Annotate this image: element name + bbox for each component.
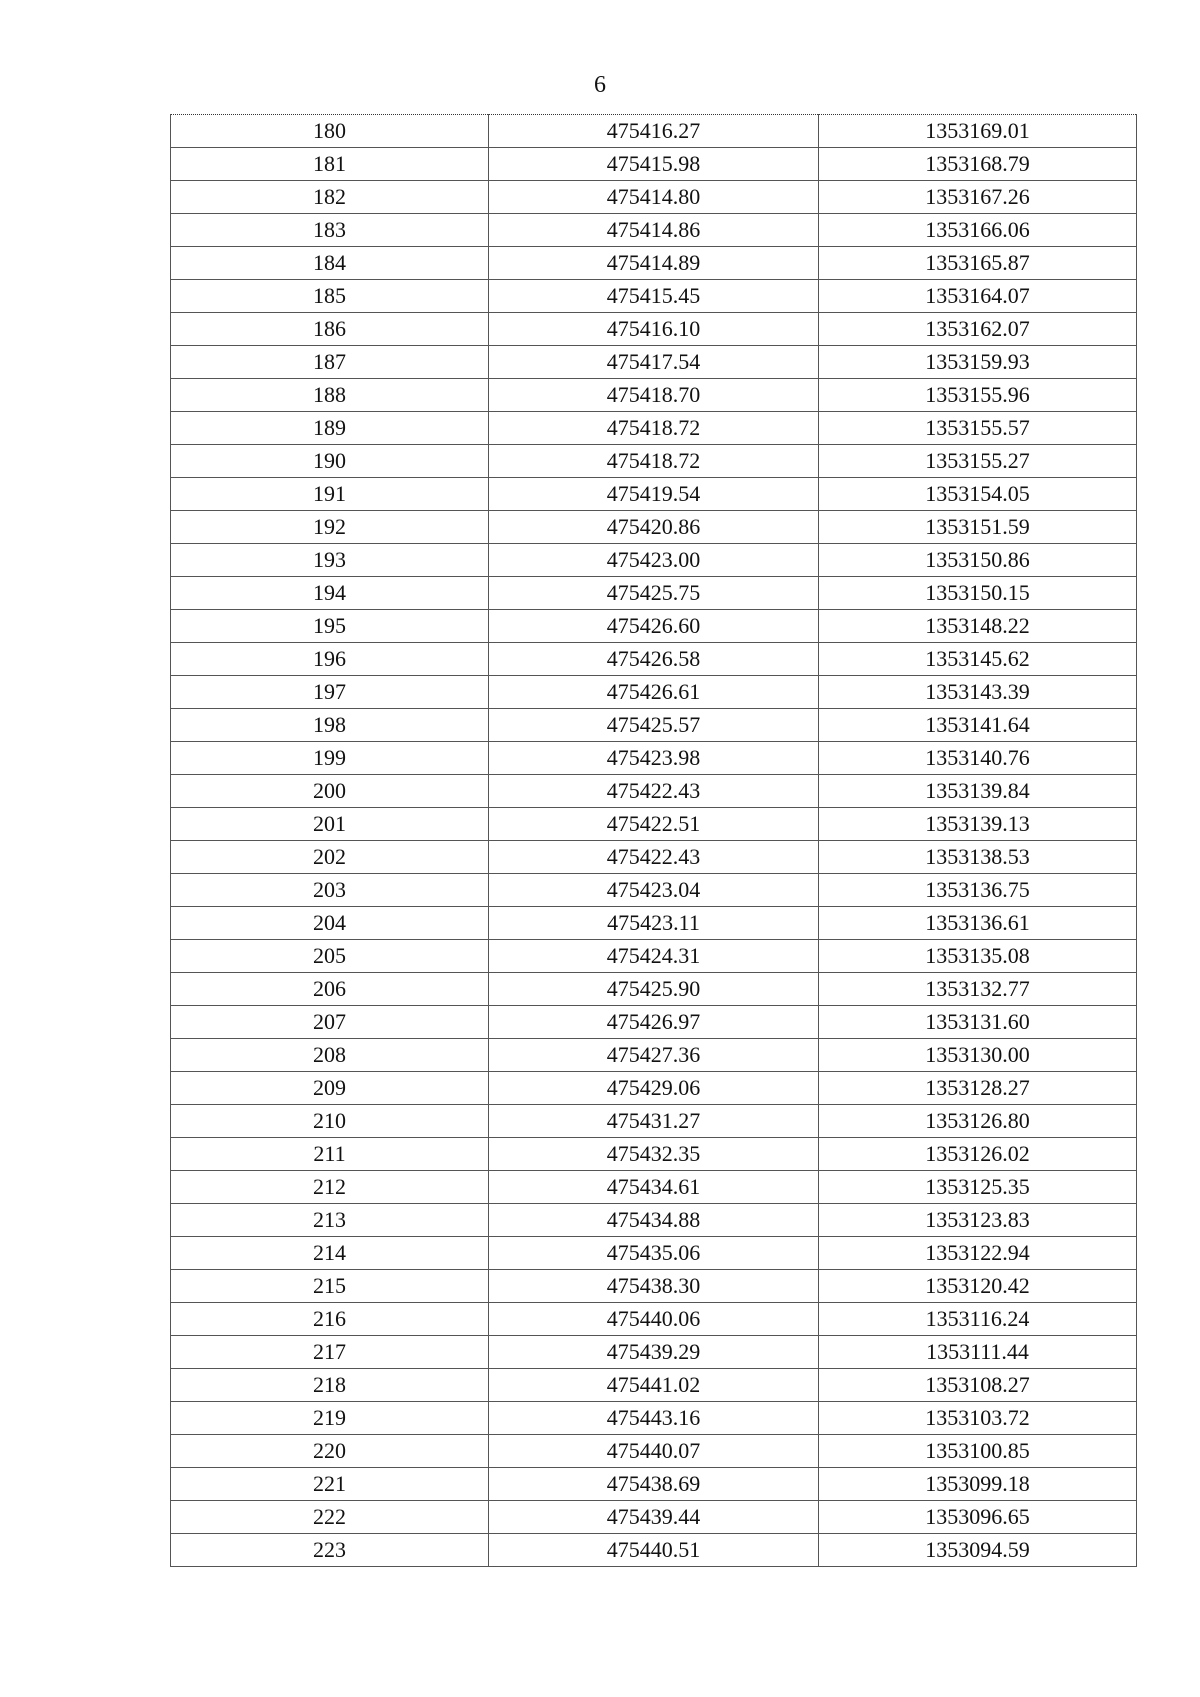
x-coordinate-cell: 475431.27 bbox=[489, 1105, 819, 1138]
table-row bbox=[171, 973, 1137, 1006]
point-number-cell: 213 bbox=[171, 1204, 489, 1237]
point-number-cell: 209 bbox=[171, 1072, 489, 1105]
x-coordinate-cell: 475417.54 bbox=[489, 346, 819, 379]
y-coordinate-cell: 1353108.27 bbox=[819, 1369, 1137, 1402]
table-row bbox=[171, 1138, 1137, 1171]
y-coordinate-cell: 1353168.79 bbox=[819, 148, 1137, 181]
x-coordinate-cell: 475434.61 bbox=[489, 1171, 819, 1204]
point-number-cell: 195 bbox=[171, 610, 489, 643]
point-number-cell: 181 bbox=[171, 148, 489, 181]
table-row bbox=[171, 775, 1137, 808]
table-row bbox=[171, 544, 1137, 577]
y-coordinate-cell: 1353116.24 bbox=[819, 1303, 1137, 1336]
y-coordinate-cell: 1353154.05 bbox=[819, 478, 1137, 511]
point-number-cell: 202 bbox=[171, 841, 489, 874]
point-number-cell: 211 bbox=[171, 1138, 489, 1171]
y-coordinate-cell: 1353103.72 bbox=[819, 1402, 1137, 1435]
x-coordinate-cell: 475429.06 bbox=[489, 1072, 819, 1105]
table-row bbox=[171, 577, 1137, 610]
y-coordinate-cell: 1353155.96 bbox=[819, 379, 1137, 412]
y-coordinate-cell: 1353131.60 bbox=[819, 1006, 1137, 1039]
table-row bbox=[171, 610, 1137, 643]
y-coordinate-cell: 1353151.59 bbox=[819, 511, 1137, 544]
point-number-cell: 191 bbox=[171, 478, 489, 511]
table-row bbox=[171, 511, 1137, 544]
table-row bbox=[171, 115, 1137, 148]
x-coordinate-cell: 475424.31 bbox=[489, 940, 819, 973]
point-number-cell: 184 bbox=[171, 247, 489, 280]
x-coordinate-cell: 475434.88 bbox=[489, 1204, 819, 1237]
table-row bbox=[171, 940, 1137, 973]
x-coordinate-cell: 475419.54 bbox=[489, 478, 819, 511]
x-coordinate-cell: 475432.35 bbox=[489, 1138, 819, 1171]
y-coordinate-cell: 1353123.83 bbox=[819, 1204, 1137, 1237]
y-coordinate-cell: 1353111.44 bbox=[819, 1336, 1137, 1369]
point-number-cell: 215 bbox=[171, 1270, 489, 1303]
y-coordinate-cell: 1353136.61 bbox=[819, 907, 1137, 940]
y-coordinate-cell: 1353148.22 bbox=[819, 610, 1137, 643]
point-number-cell: 219 bbox=[171, 1402, 489, 1435]
point-number-cell: 214 bbox=[171, 1237, 489, 1270]
point-number-cell: 198 bbox=[171, 709, 489, 742]
y-coordinate-cell: 1353130.00 bbox=[819, 1039, 1137, 1072]
point-number-cell: 212 bbox=[171, 1171, 489, 1204]
table-row bbox=[171, 841, 1137, 874]
point-number-cell: 193 bbox=[171, 544, 489, 577]
table-row bbox=[171, 1468, 1137, 1501]
point-number-cell: 217 bbox=[171, 1336, 489, 1369]
table-row bbox=[171, 676, 1137, 709]
page-number: 6 bbox=[594, 72, 606, 98]
table-row bbox=[171, 148, 1137, 181]
point-number-cell: 180 bbox=[171, 115, 489, 148]
table-row bbox=[171, 1501, 1137, 1534]
x-coordinate-cell: 475414.80 bbox=[489, 181, 819, 214]
y-coordinate-cell: 1353145.62 bbox=[819, 643, 1137, 676]
x-coordinate-cell: 475414.86 bbox=[489, 214, 819, 247]
y-coordinate-cell: 1353139.13 bbox=[819, 808, 1137, 841]
table-row bbox=[171, 181, 1137, 214]
x-coordinate-cell: 475439.44 bbox=[489, 1501, 819, 1534]
x-coordinate-cell: 475422.51 bbox=[489, 808, 819, 841]
table-row bbox=[171, 379, 1137, 412]
x-coordinate-cell: 475438.69 bbox=[489, 1468, 819, 1501]
coordinates-table bbox=[170, 114, 1137, 1567]
y-coordinate-cell: 1353165.87 bbox=[819, 247, 1137, 280]
y-coordinate-cell: 1353135.08 bbox=[819, 940, 1137, 973]
table-row bbox=[171, 808, 1137, 841]
table-row bbox=[171, 1336, 1137, 1369]
point-number-cell: 203 bbox=[171, 874, 489, 907]
table-row bbox=[171, 1402, 1137, 1435]
x-coordinate-cell: 475440.06 bbox=[489, 1303, 819, 1336]
point-number-cell: 222 bbox=[171, 1501, 489, 1534]
x-coordinate-cell: 475426.58 bbox=[489, 643, 819, 676]
point-number-cell: 190 bbox=[171, 445, 489, 478]
point-number-cell: 218 bbox=[171, 1369, 489, 1402]
point-number-cell: 208 bbox=[171, 1039, 489, 1072]
x-coordinate-cell: 475440.07 bbox=[489, 1435, 819, 1468]
point-number-cell: 221 bbox=[171, 1468, 489, 1501]
y-coordinate-cell: 1353125.35 bbox=[819, 1171, 1137, 1204]
x-coordinate-cell: 475425.75 bbox=[489, 577, 819, 610]
y-coordinate-cell: 1353126.80 bbox=[819, 1105, 1137, 1138]
coordinates-table-body bbox=[171, 115, 1137, 1567]
y-coordinate-cell: 1353166.06 bbox=[819, 214, 1137, 247]
y-coordinate-cell: 1353162.07 bbox=[819, 313, 1137, 346]
point-number-cell: 216 bbox=[171, 1303, 489, 1336]
table-row bbox=[171, 1072, 1137, 1105]
table-row bbox=[171, 643, 1137, 676]
x-coordinate-cell: 475423.04 bbox=[489, 874, 819, 907]
table-row bbox=[171, 247, 1137, 280]
table-row bbox=[171, 214, 1137, 247]
y-coordinate-cell: 1353099.18 bbox=[819, 1468, 1137, 1501]
table-row bbox=[171, 1435, 1137, 1468]
point-number-cell: 197 bbox=[171, 676, 489, 709]
y-coordinate-cell: 1353100.85 bbox=[819, 1435, 1137, 1468]
table-row bbox=[171, 1039, 1137, 1072]
x-coordinate-cell: 475418.72 bbox=[489, 412, 819, 445]
table-row bbox=[171, 412, 1137, 445]
x-coordinate-cell: 475420.86 bbox=[489, 511, 819, 544]
y-coordinate-cell: 1353143.39 bbox=[819, 676, 1137, 709]
y-coordinate-cell: 1353126.02 bbox=[819, 1138, 1137, 1171]
point-number-cell: 192 bbox=[171, 511, 489, 544]
y-coordinate-cell: 1353138.53 bbox=[819, 841, 1137, 874]
x-coordinate-cell: 475423.98 bbox=[489, 742, 819, 775]
y-coordinate-cell: 1353159.93 bbox=[819, 346, 1137, 379]
table-row bbox=[171, 313, 1137, 346]
point-number-cell: 189 bbox=[171, 412, 489, 445]
x-coordinate-cell: 475416.10 bbox=[489, 313, 819, 346]
table-row bbox=[171, 907, 1137, 940]
x-coordinate-cell: 475418.72 bbox=[489, 445, 819, 478]
x-coordinate-cell: 475426.60 bbox=[489, 610, 819, 643]
table-row bbox=[171, 346, 1137, 379]
table-row bbox=[171, 1237, 1137, 1270]
table-row bbox=[171, 1006, 1137, 1039]
y-coordinate-cell: 1353128.27 bbox=[819, 1072, 1137, 1105]
y-coordinate-cell: 1353155.27 bbox=[819, 445, 1137, 478]
table-row bbox=[171, 874, 1137, 907]
y-coordinate-cell: 1353122.94 bbox=[819, 1237, 1137, 1270]
table-row bbox=[171, 478, 1137, 511]
x-coordinate-cell: 475423.11 bbox=[489, 907, 819, 940]
point-number-cell: 185 bbox=[171, 280, 489, 313]
y-coordinate-cell: 1353132.77 bbox=[819, 973, 1137, 1006]
x-coordinate-cell: 475440.51 bbox=[489, 1534, 819, 1567]
table-row bbox=[171, 1204, 1137, 1237]
point-number-cell: 201 bbox=[171, 808, 489, 841]
point-number-cell: 186 bbox=[171, 313, 489, 346]
x-coordinate-cell: 475441.02 bbox=[489, 1369, 819, 1402]
y-coordinate-cell: 1353139.84 bbox=[819, 775, 1137, 808]
x-coordinate-cell: 475418.70 bbox=[489, 379, 819, 412]
table-row bbox=[171, 280, 1137, 313]
table-row bbox=[171, 1369, 1137, 1402]
y-coordinate-cell: 1353140.76 bbox=[819, 742, 1137, 775]
point-number-cell: 204 bbox=[171, 907, 489, 940]
point-number-cell: 206 bbox=[171, 973, 489, 1006]
point-number-cell: 220 bbox=[171, 1435, 489, 1468]
x-coordinate-cell: 475415.98 bbox=[489, 148, 819, 181]
x-coordinate-cell: 475422.43 bbox=[489, 775, 819, 808]
x-coordinate-cell: 475427.36 bbox=[489, 1039, 819, 1072]
x-coordinate-cell: 475425.90 bbox=[489, 973, 819, 1006]
table-row bbox=[171, 1303, 1137, 1336]
x-coordinate-cell: 475438.30 bbox=[489, 1270, 819, 1303]
point-number-cell: 196 bbox=[171, 643, 489, 676]
y-coordinate-cell: 1353164.07 bbox=[819, 280, 1137, 313]
point-number-cell: 207 bbox=[171, 1006, 489, 1039]
table-row bbox=[171, 709, 1137, 742]
point-number-cell: 182 bbox=[171, 181, 489, 214]
table-row bbox=[171, 1534, 1137, 1567]
point-number-cell: 183 bbox=[171, 214, 489, 247]
y-coordinate-cell: 1353150.15 bbox=[819, 577, 1137, 610]
point-number-cell: 223 bbox=[171, 1534, 489, 1567]
table-row bbox=[171, 445, 1137, 478]
point-number-cell: 188 bbox=[171, 379, 489, 412]
point-number-cell: 187 bbox=[171, 346, 489, 379]
table-row bbox=[171, 742, 1137, 775]
y-coordinate-cell: 1353150.86 bbox=[819, 544, 1137, 577]
y-coordinate-cell: 1353120.42 bbox=[819, 1270, 1137, 1303]
y-coordinate-cell: 1353136.75 bbox=[819, 874, 1137, 907]
point-number-cell: 199 bbox=[171, 742, 489, 775]
x-coordinate-cell: 475416.27 bbox=[489, 115, 819, 148]
x-coordinate-cell: 475423.00 bbox=[489, 544, 819, 577]
y-coordinate-cell: 1353169.01 bbox=[819, 115, 1137, 148]
x-coordinate-cell: 475443.16 bbox=[489, 1402, 819, 1435]
y-coordinate-cell: 1353167.26 bbox=[819, 181, 1137, 214]
x-coordinate-cell: 475439.29 bbox=[489, 1336, 819, 1369]
point-number-cell: 200 bbox=[171, 775, 489, 808]
y-coordinate-cell: 1353094.59 bbox=[819, 1534, 1137, 1567]
y-coordinate-cell: 1353155.57 bbox=[819, 412, 1137, 445]
table-row bbox=[171, 1171, 1137, 1204]
x-coordinate-cell: 475425.57 bbox=[489, 709, 819, 742]
x-coordinate-cell: 475414.89 bbox=[489, 247, 819, 280]
point-number-cell: 194 bbox=[171, 577, 489, 610]
y-coordinate-cell: 1353141.64 bbox=[819, 709, 1137, 742]
x-coordinate-cell: 475422.43 bbox=[489, 841, 819, 874]
x-coordinate-cell: 475426.97 bbox=[489, 1006, 819, 1039]
y-coordinate-cell: 1353096.65 bbox=[819, 1501, 1137, 1534]
table-row bbox=[171, 1105, 1137, 1138]
point-number-cell: 210 bbox=[171, 1105, 489, 1138]
table-row bbox=[171, 1270, 1137, 1303]
x-coordinate-cell: 475426.61 bbox=[489, 676, 819, 709]
point-number-cell: 205 bbox=[171, 940, 489, 973]
x-coordinate-cell: 475415.45 bbox=[489, 280, 819, 313]
x-coordinate-cell: 475435.06 bbox=[489, 1237, 819, 1270]
